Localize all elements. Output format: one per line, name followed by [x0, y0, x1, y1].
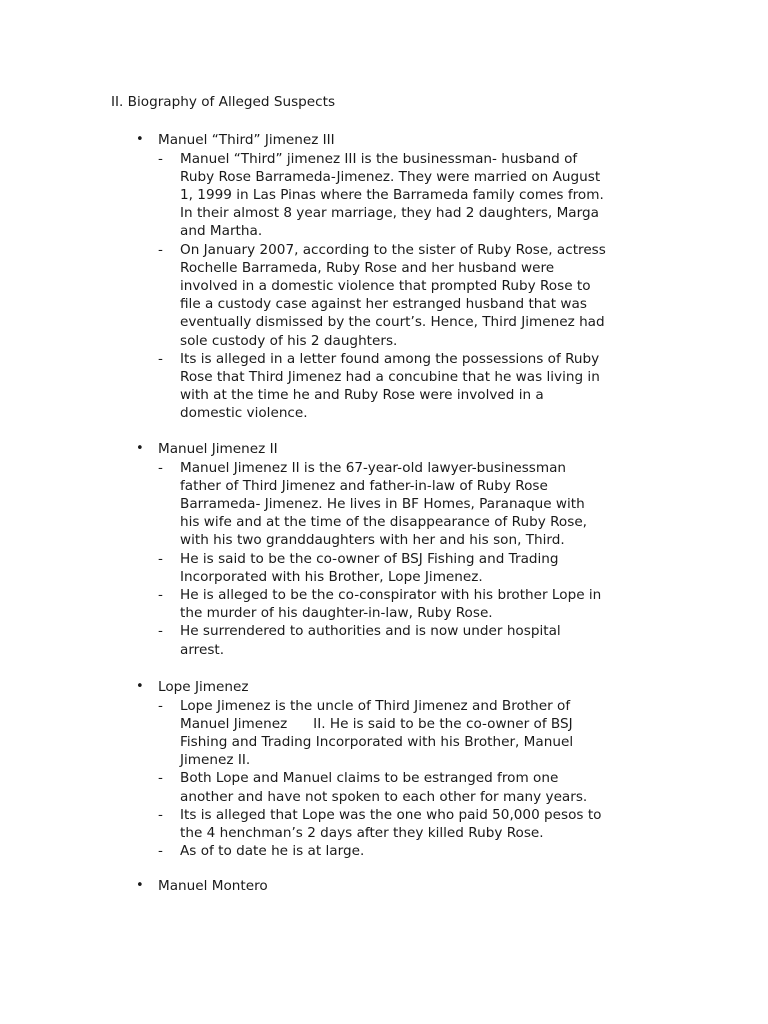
detail-text-line: domestic violence.: [180, 405, 308, 422]
bullet-icon: •: [136, 878, 144, 893]
suspect-details-list: [158, 459, 658, 659]
bullet-icon: •: [136, 441, 144, 456]
detail-text-line: sole custody of his 2 daughters.: [180, 332, 398, 349]
suspect-name: Manuel Jimenez II: [158, 441, 278, 457]
detail-item: [158, 350, 658, 423]
detail-text-line: In their almost 8 year marriage, they had 2 daughters, Marga: [180, 205, 599, 222]
detail-text-line: Its is alleged in a letter found among the possessions of Ruby: [180, 350, 600, 367]
detail-text-line: Its is alleged that Lope was the one who paid 50,000 pesos to: [180, 806, 602, 823]
dash-bullet-icon: -: [158, 586, 163, 603]
detail-text-line: and Martha.: [180, 223, 263, 240]
detail-text-line: file a custody case against her estranged husband that was: [180, 296, 587, 313]
detail-text-line: the murder of his daughter-in-law, Ruby Rose.: [180, 605, 493, 622]
detail-text-line: 1, 1999 in Las Pinas where the Barrameda family comes from.: [180, 186, 604, 203]
suspect-details-list: [158, 150, 658, 423]
detail-item: [158, 150, 658, 241]
suspect-name: Lope Jimenez: [158, 679, 249, 695]
detail-text-line: eventually dismissed by the court’s. Hence, Third Jimenez had: [180, 314, 605, 331]
detail-text-line: As of to date he is at large.: [180, 843, 365, 860]
detail-item: [158, 842, 658, 860]
detail-text-line: his wife and at the time of the disappearance of Ruby Rose,: [180, 514, 588, 531]
dash-bullet-icon: -: [158, 770, 163, 787]
detail-text-line: with at the time he and Ruby Rose were involved in a: [180, 387, 544, 404]
detail-text-line: Ruby Rose Barrameda-Jimenez. They were married on August: [180, 168, 601, 185]
dash-bullet-icon: -: [158, 150, 163, 167]
suspect-details-list: [158, 697, 658, 861]
detail-text-line: Incorporated with his Brother, Lope Jimenez.: [180, 568, 483, 585]
suspect-name: Manuel “Third” Jimenez III: [158, 132, 335, 148]
detail-item: [158, 806, 658, 842]
detail-text-line: Both Lope and Manuel claims to be estranged from one: [180, 770, 559, 787]
detail-item: [158, 769, 658, 805]
dash-bullet-icon: -: [158, 806, 163, 823]
detail-text-line: with his two granddaughters with her and his son, Third.: [180, 532, 565, 549]
dash-bullet-icon: -: [158, 843, 163, 860]
detail-item: [158, 459, 658, 550]
detail-text-line: another and have not spoken to each other for many years.: [180, 788, 588, 805]
dash-bullet-icon: -: [158, 697, 163, 714]
detail-text-line: He surrendered to authorities and is now under hospital: [180, 623, 561, 640]
detail-text-line: involved in a domestic violence that prompted Ruby Rose to: [180, 277, 591, 294]
detail-text-line: Rose that Third Jimenez had a concubine that he was living in: [180, 368, 600, 385]
detail-item: [158, 550, 658, 586]
dash-bullet-icon: -: [158, 550, 163, 567]
bullet-icon: •: [136, 132, 144, 147]
detail-text-line: Lope Jimenez is the uncle of Third Jimenez and Brother of: [180, 697, 571, 714]
dash-bullet-icon: -: [158, 350, 163, 367]
suspect-name: Manuel Montero: [158, 878, 268, 894]
detail-text-line: Barrameda- Jimenez. He lives in BF Homes, Paranaque with: [180, 495, 585, 512]
dash-bullet-icon: -: [158, 459, 163, 476]
detail-item: [158, 586, 658, 622]
detail-text-line: arrest.: [180, 641, 225, 658]
dash-bullet-icon: -: [158, 623, 163, 640]
detail-text-line: the 4 henchman’s 2 days after they killed Ruby Rose.: [180, 824, 544, 841]
bullet-icon: •: [136, 679, 144, 694]
detail-text-line: Manuel “Third” jimenez III is the businessman- husband of: [180, 150, 578, 167]
detail-text-line: father of Third Jimenez and father-in-law of Ruby Rose: [180, 477, 548, 494]
detail-text-line: Fishing and Trading Incorporated with his Brother, Manuel: [180, 733, 574, 750]
detail-item: [158, 241, 658, 350]
detail-text-line: Rochelle Barrameda, Ruby Rose and her husband were: [180, 259, 555, 276]
detail-text-line: He is said to be the co-owner of BSJ Fishing and Trading: [180, 550, 559, 567]
detail-text-line: Jimenez II.: [180, 752, 251, 769]
detail-text-line: Manuel Jimenez II. He is said to be the co-owner of BSJ: [180, 715, 573, 732]
dash-bullet-icon: -: [158, 241, 163, 258]
detail-text-line: On January 2007, according to the sister of Ruby Rose, actress: [180, 241, 606, 258]
detail-text-line: Manuel Jimenez II is the 67-year-old lawyer-businessman: [180, 459, 567, 476]
section-heading: II. Biography of Alleged Suspects: [111, 94, 336, 110]
detail-text-line: He is alleged to be the co-conspirator with his brother Lope in: [180, 586, 602, 603]
detail-item: [158, 697, 658, 770]
detail-item: [158, 622, 658, 658]
